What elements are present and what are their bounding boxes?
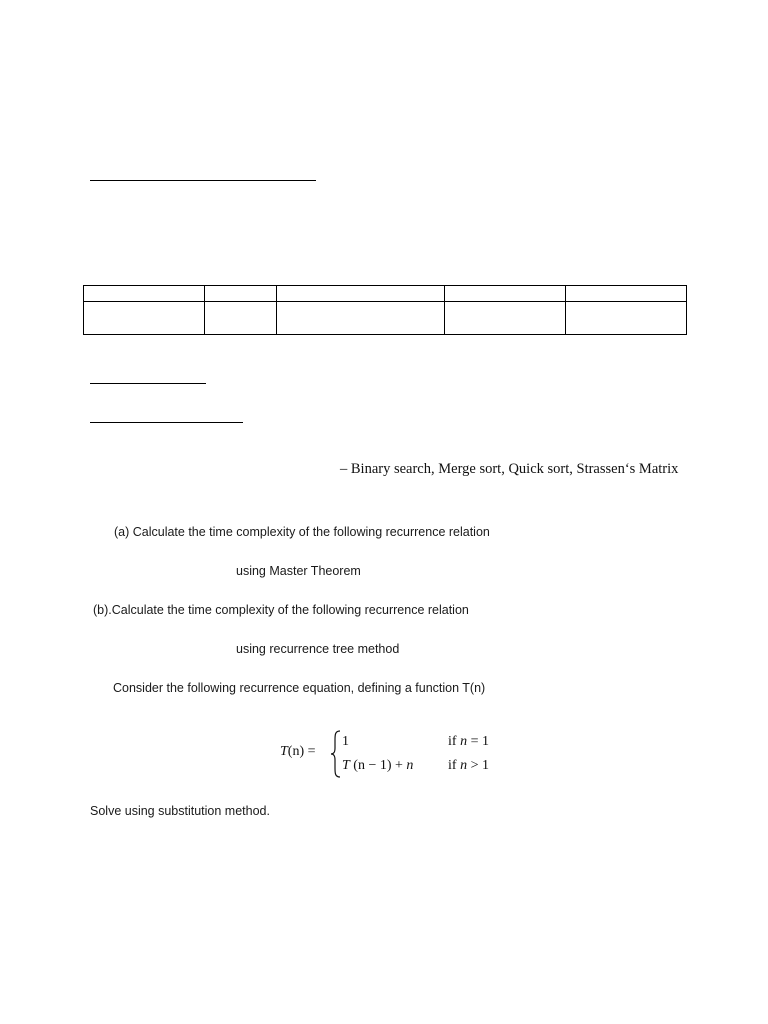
table-cell [84,286,205,302]
equation-case-1-condition: if n = 1 [448,734,489,749]
equation-case-2-condition: if n > 1 [448,758,489,773]
table-cell [277,286,445,302]
question-b-line-2: using recurrence tree method [236,642,400,656]
table-cell [566,286,687,302]
section-underline-2 [90,422,243,423]
question-a-line-1: (a) Calculate the time complexity of the following recurrence relation [114,525,490,539]
section-underline-1 [90,383,206,384]
equation-case-1-value: 1 [342,734,349,749]
table-cell [566,302,687,335]
recurrence-equation [280,730,510,778]
question-b-line-1: (b).Calculate the time complexity of the following recurrence relation [93,603,469,617]
table-row [84,286,687,302]
equation-case-2-value: T (n − 1) + n [342,758,414,773]
header-underline [90,180,316,181]
question-c-line-1: Consider the following recurrence equation, defining a function T(n) [113,681,486,695]
solve-instruction: Solve using substitution method. [90,804,270,818]
equation-lhs: T(n) = [280,744,316,759]
table-cell [84,302,205,335]
table-cell [445,286,566,302]
table-cell [445,302,566,335]
left-brace-icon [330,730,342,778]
table-cell [205,286,277,302]
question-a-line-2: using Master Theorem [236,564,361,578]
table-cell [205,302,277,335]
table-cell [277,302,445,335]
info-table [83,285,687,335]
topic-line: – Binary search, Merge sort, Quick sort, Strassen‘s Matrix [340,461,679,477]
table-row [84,302,687,335]
